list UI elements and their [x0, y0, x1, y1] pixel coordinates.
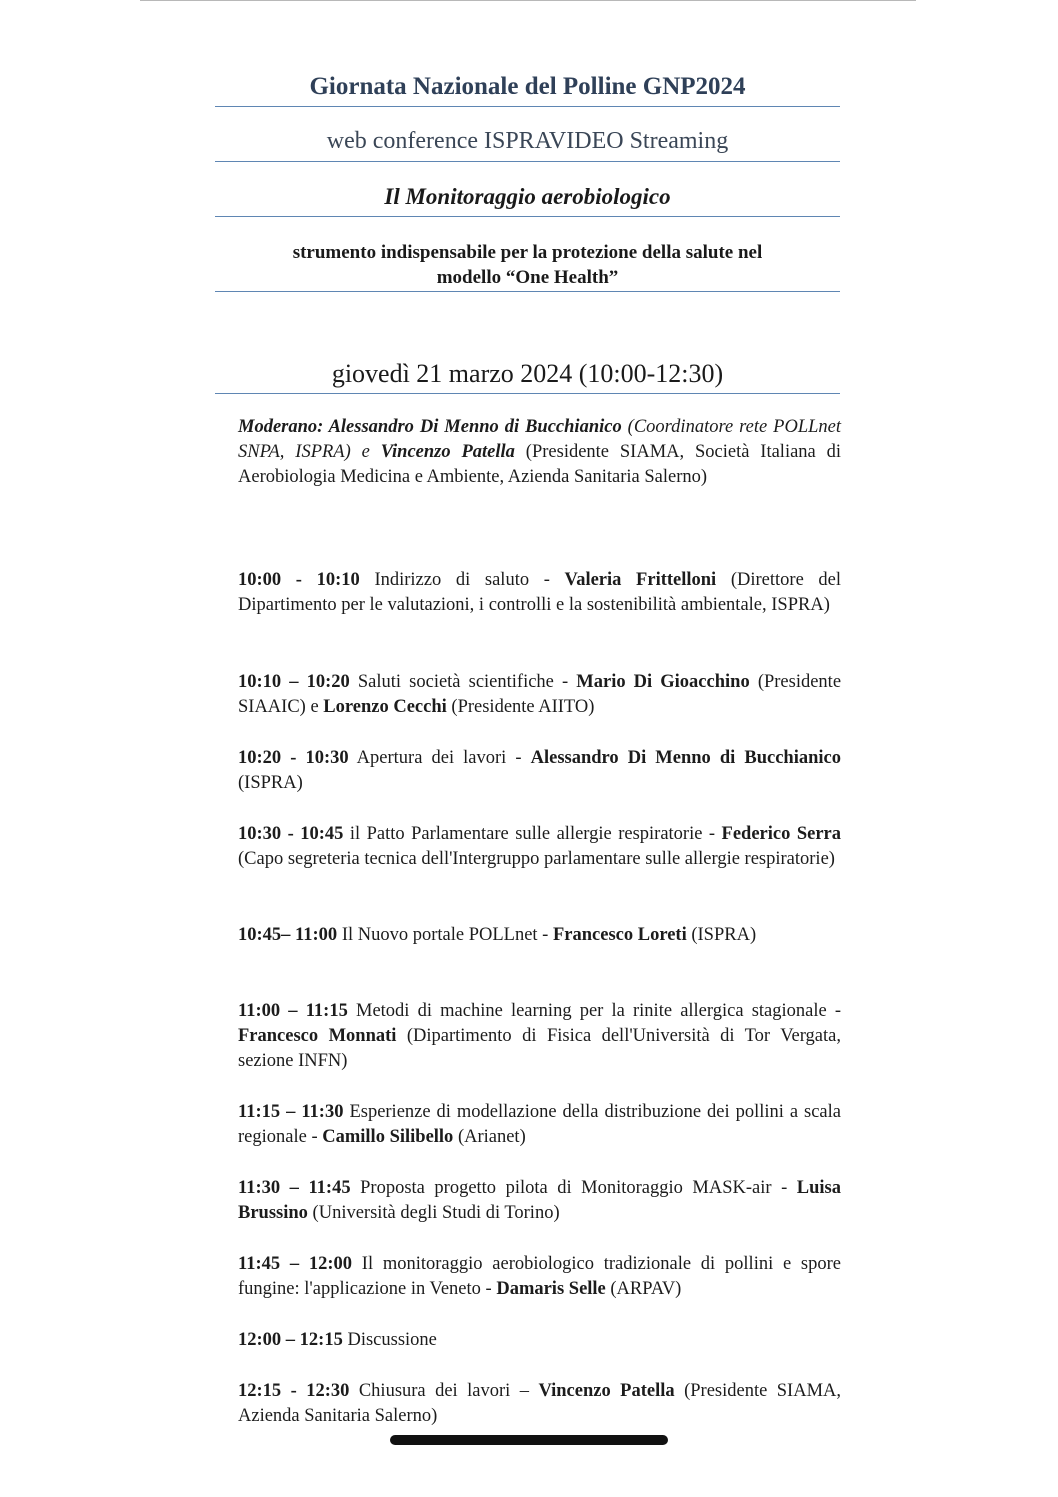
moderator-1-role: (Coordinatore rete POLLnet SNPA, ISPRA) e — [238, 417, 842, 462]
agenda-item — [238, 1379, 841, 1429]
agenda-affiliation: (Università degli Studi di Torino) — [312, 1203, 560, 1223]
event-subtitle: web conference ISPRAVIDEO Streaming — [326, 128, 729, 154]
agenda-speaker: Camillo Silibello — [322, 1127, 454, 1147]
agenda-affiliation: (Arianet) — [457, 1127, 526, 1147]
agenda-speaker: Federico Serra — [721, 824, 841, 844]
agenda-time: 11:15 – 11:30 — [238, 1102, 344, 1122]
event-theme: Il Monitoraggio aerobiologico — [384, 184, 671, 209]
agenda-time: 12:15 - 12:30 — [238, 1381, 350, 1401]
agenda-speaker: Francesco Loreti — [552, 925, 687, 945]
moderator-2-name: Vincenzo Patella — [380, 442, 515, 462]
agenda-affiliation: (Presidente SIAAIC) e — [238, 672, 842, 717]
event-date: giovedì 21 marzo 2024 (10:00-12:30) — [331, 359, 724, 388]
agenda-affiliation: (Presidente SIAMA, Azienda Sanitaria Salerno) — [238, 1381, 842, 1426]
agenda-speaker: Luisa Brussino — [238, 1178, 841, 1223]
agenda-item — [238, 1100, 841, 1150]
agenda-item — [238, 670, 841, 720]
agenda-time: 10:20 - 10:30 — [238, 748, 349, 768]
title-rule — [215, 106, 840, 107]
agenda-item — [238, 746, 841, 796]
agenda-topic: Indirizzo di saluto - — [374, 570, 550, 590]
agenda-speaker: Alessandro Di Menno di Bucchianico — [530, 748, 841, 768]
tagline-line-1: strumento indispensabile per la protezione della salute nel — [292, 242, 763, 263]
home-indicator[interactable] — [390, 1435, 668, 1445]
agenda-time: 10:45– 11:00 — [238, 925, 338, 945]
agenda-item — [238, 1328, 841, 1353]
agenda-item — [238, 999, 841, 1074]
agenda-speaker-2: Lorenzo Cecchi — [323, 697, 447, 717]
agenda-speaker: Francesco Monnati — [238, 1026, 397, 1046]
subtitle-rule — [215, 161, 840, 162]
agenda-affiliation: (Capo segreteria tecnica dell'Intergruppo parlamentare sulle allergie respiratorie) — [238, 849, 835, 869]
tagline-line-2: modello “One Health” — [436, 267, 619, 288]
agenda-time: 10:10 – 10:20 — [238, 672, 350, 692]
agenda-topic: Chiusura dei lavori – — [358, 1381, 529, 1401]
agenda-topic: Saluti società scientifiche - — [357, 672, 569, 692]
agenda-time: 10:30 - 10:45 — [238, 824, 344, 844]
agenda-topic: Apertura dei lavori - — [356, 748, 522, 768]
top-divider — [140, 0, 916, 1]
agenda-topic: Discussione — [347, 1330, 437, 1350]
agenda-item — [238, 1176, 841, 1226]
agenda-affiliation: (ARPAV) — [610, 1279, 682, 1299]
agenda-topic: Il monitoraggio aerobiologico tradizionale di pollini e spore fungine: l'applicazione in Veneto - — [238, 1254, 841, 1299]
agenda-topic: Il Nuovo portale POLLnet - — [341, 925, 549, 945]
moderators-block — [238, 415, 841, 490]
agenda-item — [238, 568, 841, 618]
agenda-time: 11:30 – 11:45 — [238, 1178, 351, 1198]
agenda-item — [238, 1252, 841, 1302]
moderators-lead: Moderano: Alessandro Di Menno di Bucchianico — [238, 417, 622, 437]
agenda-affiliation: (ISPRA) — [691, 925, 757, 945]
agenda-time: 12:00 – 12:15 — [238, 1330, 343, 1350]
agenda-time: 10:00 - 10:10 — [238, 570, 360, 590]
agenda-topic: Esperienze di modellazione della distribuzione dei pollini a scala regionale - — [238, 1102, 841, 1147]
tagline-rule — [215, 291, 840, 292]
theme-rule — [215, 216, 840, 217]
date-rule — [215, 393, 840, 394]
agenda-speaker: Damaris Selle — [496, 1279, 606, 1299]
agenda-topic: Metodi di machine learning per la rinite allergica stagionale - — [356, 1001, 842, 1021]
agenda-item — [238, 822, 841, 872]
agenda-topic: il Patto Parlamentare sulle allergie respiratorie - — [349, 824, 716, 844]
agenda-time: 11:00 – 11:15 — [238, 1001, 348, 1021]
agenda-affiliation-2: (Presidente AIITO) — [451, 697, 595, 717]
agenda-item — [238, 923, 841, 948]
event-tagline — [215, 240, 840, 290]
agenda-affiliation: (Direttore del Dipartimento per le valutazioni, i controlli e la sostenibilità ambientale, ISPRA) — [238, 570, 842, 615]
agenda-topic: Proposta progetto pilota di Monitoraggio MASK-air - — [360, 1178, 788, 1198]
moderator-2-role: (Presidente SIAMA, Società Italiana di Aerobiologia Medicina e Ambiente, Azienda Sanitaria Salerno) — [238, 442, 842, 487]
agenda-speaker: Valeria Frittelloni — [564, 570, 717, 590]
agenda-time: 11:45 – 12:00 — [238, 1254, 353, 1274]
event-title: Giornata Nazionale del Polline GNP2024 — [309, 73, 746, 100]
agenda-affiliation: (ISPRA) — [238, 773, 303, 793]
agenda-speaker: Mario Di Gioacchino — [576, 672, 750, 692]
agenda-affiliation: (Dipartimento di Fisica dell'Università di Tor Vergata, sezione INFN) — [238, 1026, 841, 1071]
agenda-speaker: Vincenzo Patella — [538, 1381, 675, 1401]
